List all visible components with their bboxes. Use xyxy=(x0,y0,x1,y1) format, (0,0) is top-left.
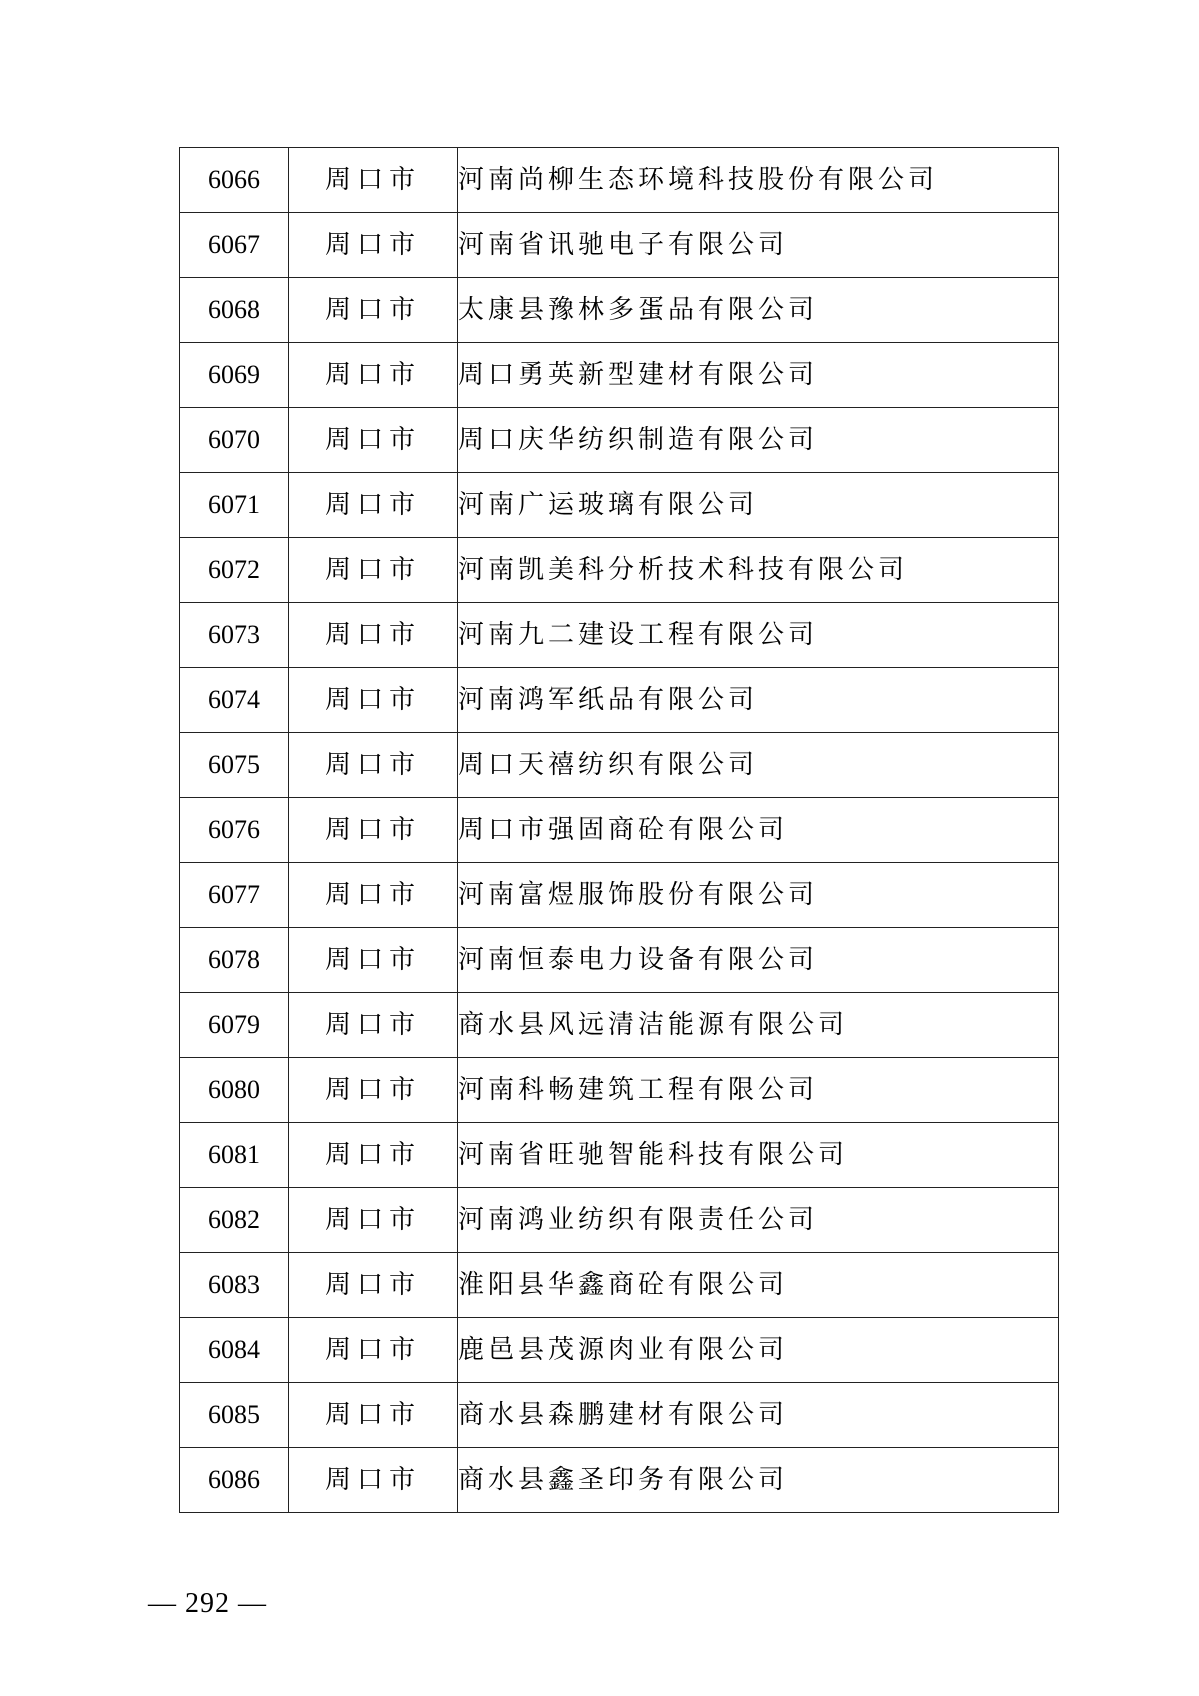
row-number-cell: 6082 xyxy=(180,1188,289,1253)
table-row xyxy=(180,213,1059,278)
row-number-cell: 6077 xyxy=(180,863,289,928)
company-name-cell: 河南鸿军纸品有限公司 xyxy=(458,668,1059,733)
row-number-cell: 6072 xyxy=(180,538,289,603)
city-cell: 周口市 xyxy=(289,798,458,863)
city-cell: 周口市 xyxy=(289,1448,458,1513)
city-cell: 周口市 xyxy=(289,1123,458,1188)
company-name-cell: 周口庆华纺织制造有限公司 xyxy=(458,408,1059,473)
company-name-cell: 河南恒泰电力设备有限公司 xyxy=(458,928,1059,993)
table-row xyxy=(180,148,1059,213)
table-row xyxy=(180,1058,1059,1123)
row-number-cell: 6084 xyxy=(180,1318,289,1383)
table-row xyxy=(180,733,1059,798)
row-number-cell: 6083 xyxy=(180,1253,289,1318)
city-cell: 周口市 xyxy=(289,408,458,473)
city-cell: 周口市 xyxy=(289,733,458,798)
city-cell: 周口市 xyxy=(289,148,458,213)
row-number-cell: 6086 xyxy=(180,1448,289,1513)
city-cell: 周口市 xyxy=(289,1383,458,1448)
company-name-cell: 河南省讯驰电子有限公司 xyxy=(458,213,1059,278)
row-number-cell: 6074 xyxy=(180,668,289,733)
city-cell: 周口市 xyxy=(289,1058,458,1123)
company-name-cell: 周口市强固商砼有限公司 xyxy=(458,798,1059,863)
table-row xyxy=(180,473,1059,538)
table-row xyxy=(180,408,1059,473)
company-name-cell: 河南省旺驰智能科技有限公司 xyxy=(458,1123,1059,1188)
row-number-cell: 6079 xyxy=(180,993,289,1058)
table-row xyxy=(180,1188,1059,1253)
row-number-cell: 6069 xyxy=(180,343,289,408)
table-row xyxy=(180,668,1059,733)
city-cell: 周口市 xyxy=(289,343,458,408)
row-number-cell: 6081 xyxy=(180,1123,289,1188)
row-number-cell: 6073 xyxy=(180,603,289,668)
company-name-cell: 河南凯美科分析技术科技有限公司 xyxy=(458,538,1059,603)
row-number-cell: 6068 xyxy=(180,278,289,343)
company-list-table xyxy=(179,147,1059,1513)
company-name-cell: 商水县风远清洁能源有限公司 xyxy=(458,993,1059,1058)
row-number-cell: 6076 xyxy=(180,798,289,863)
company-name-cell: 河南鸿业纺织有限责任公司 xyxy=(458,1188,1059,1253)
table-row xyxy=(180,538,1059,603)
city-cell: 周口市 xyxy=(289,1188,458,1253)
company-name-cell: 河南富煜服饰股份有限公司 xyxy=(458,863,1059,928)
company-name-cell: 周口天禧纺织有限公司 xyxy=(458,733,1059,798)
city-cell: 周口市 xyxy=(289,603,458,668)
table-row xyxy=(180,863,1059,928)
company-name-cell: 周口勇英新型建材有限公司 xyxy=(458,343,1059,408)
row-number-cell: 6085 xyxy=(180,1383,289,1448)
row-number-cell: 6071 xyxy=(180,473,289,538)
row-number-cell: 6078 xyxy=(180,928,289,993)
company-name-cell: 淮阳县华鑫商砼有限公司 xyxy=(458,1253,1059,1318)
table-row xyxy=(180,603,1059,668)
table-row xyxy=(180,1383,1059,1448)
table-row xyxy=(180,1318,1059,1383)
row-number-cell: 6075 xyxy=(180,733,289,798)
city-cell: 周口市 xyxy=(289,473,458,538)
city-cell: 周口市 xyxy=(289,278,458,343)
table-row xyxy=(180,1448,1059,1513)
company-name-cell: 河南尚柳生态环境科技股份有限公司 xyxy=(458,148,1059,213)
company-name-cell: 河南科畅建筑工程有限公司 xyxy=(458,1058,1059,1123)
row-number-cell: 6080 xyxy=(180,1058,289,1123)
company-name-cell: 鹿邑县茂源肉业有限公司 xyxy=(458,1318,1059,1383)
row-number-cell: 6066 xyxy=(180,148,289,213)
company-name-cell: 太康县豫林多蛋品有限公司 xyxy=(458,278,1059,343)
city-cell: 周口市 xyxy=(289,993,458,1058)
table-row xyxy=(180,1253,1059,1318)
city-cell: 周口市 xyxy=(289,213,458,278)
city-cell: 周口市 xyxy=(289,538,458,603)
table-row xyxy=(180,928,1059,993)
company-name-cell: 商水县森鹏建材有限公司 xyxy=(458,1383,1059,1448)
city-cell: 周口市 xyxy=(289,668,458,733)
table-row xyxy=(180,278,1059,343)
company-name-cell: 河南广运玻璃有限公司 xyxy=(458,473,1059,538)
company-name-cell: 商水县鑫圣印务有限公司 xyxy=(458,1448,1059,1513)
city-cell: 周口市 xyxy=(289,928,458,993)
table-row xyxy=(180,1123,1059,1188)
page-number: — 292 — xyxy=(148,1588,267,1619)
table-body xyxy=(180,148,1059,1513)
company-name-cell: 河南九二建设工程有限公司 xyxy=(458,603,1059,668)
table-row xyxy=(180,993,1059,1058)
city-cell: 周口市 xyxy=(289,1253,458,1318)
table-row xyxy=(180,343,1059,408)
row-number-cell: 6067 xyxy=(180,213,289,278)
table-row xyxy=(180,798,1059,863)
city-cell: 周口市 xyxy=(289,863,458,928)
city-cell: 周口市 xyxy=(289,1318,458,1383)
row-number-cell: 6070 xyxy=(180,408,289,473)
